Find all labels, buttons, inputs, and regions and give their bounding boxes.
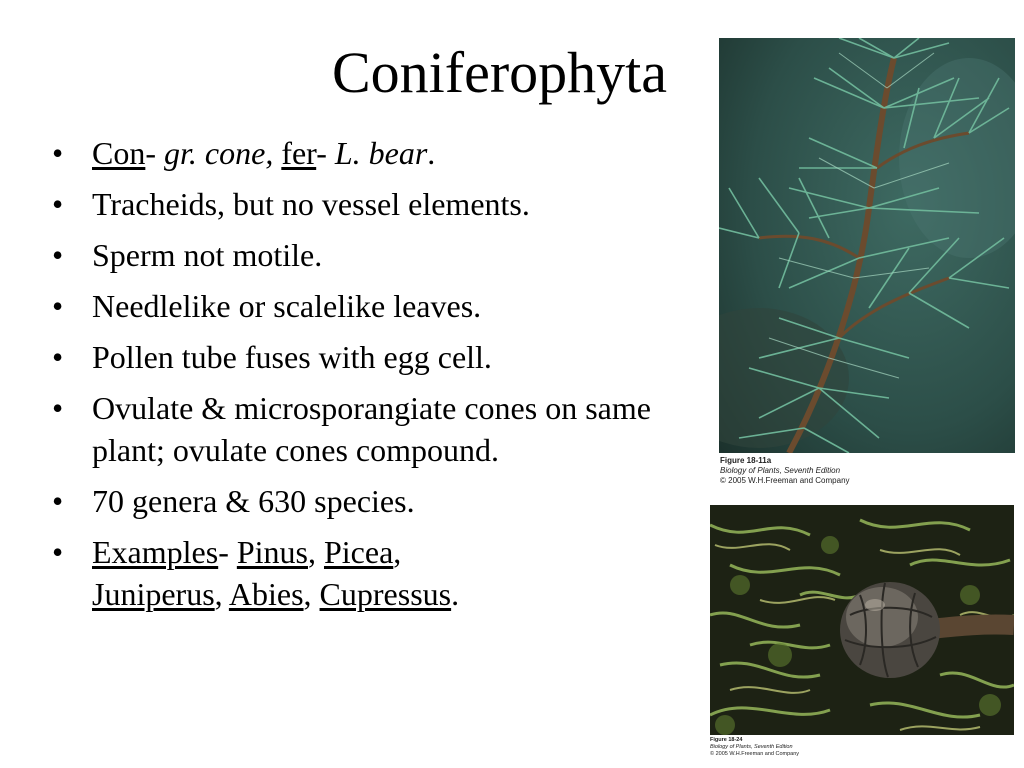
bullet-leaves: • Needlelike or scalelike leaves. — [52, 288, 482, 324]
bullet-cones: • Ovulate & microsporangiate cones on same plant; ovulate cones compound. — [52, 390, 651, 468]
bullet-genera: • 70 genera & 630 species. — [52, 483, 415, 519]
bullet-tracheids: • Tracheids, but no vessel elements. — [52, 186, 530, 222]
figure-caption-top — [720, 456, 850, 486]
slide-title: Coniferophyta — [332, 40, 668, 105]
figure-caption-bottom — [710, 737, 799, 758]
fer-term: fer — [281, 135, 317, 171]
genus-picea: Picea — [323, 534, 394, 570]
bullet-sperm: • Sperm not motile. — [52, 237, 323, 273]
figure-label-top: Figure 18-11a — [720, 456, 772, 465]
genus-juniperus: Juniperus — [92, 576, 215, 612]
figure-copyright-top: © 2005 W.H.Freeman and Company — [720, 476, 850, 485]
bullet-examples: • Examples- Pinus, Picea, Juniperus, Abies, Cupressus. — [52, 534, 460, 612]
figure-copyright-bottom: © 2005 W.H.Freeman and Company — [710, 750, 800, 757]
cypress-cone-image — [710, 505, 1014, 735]
cypress-cone-photo — [710, 505, 1014, 735]
con-term: Con — [92, 135, 146, 171]
bullet-list — [52, 132, 652, 624]
genus-pinus: Pinus — [236, 534, 308, 570]
greek-cone: gr. cone, — [164, 135, 274, 171]
pine-branch-image — [719, 38, 1015, 453]
figure-book-top: Biology of Plants, Seventh Edition — [720, 466, 841, 475]
genus-cupressus: Cupressus — [319, 576, 452, 612]
pine-branch-photo — [719, 38, 1015, 453]
examples-label: Examples — [92, 534, 219, 570]
genus-abies: Abies — [228, 576, 304, 612]
bullet-etymology: • Con- gr. cone, fer- L. bear. — [52, 135, 436, 171]
latin-bear: L. bear — [334, 135, 428, 171]
figure-label-bottom: Figure 18-24 — [710, 737, 743, 743]
bullet-pollen: • Pollen tube fuses with egg cell. — [52, 339, 492, 375]
figure-book-bottom: Biology of Plants, Seventh Edition — [710, 743, 793, 750]
